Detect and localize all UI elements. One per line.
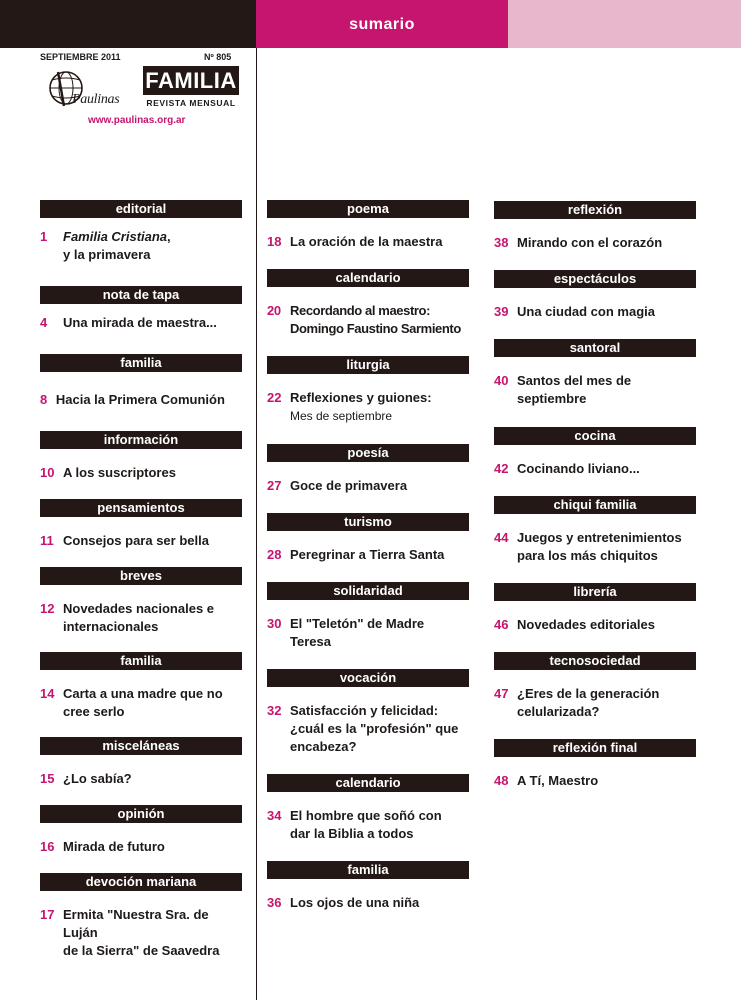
entry-title-line2: cree serlo: [63, 704, 125, 719]
category-bar: calendario: [267, 774, 469, 792]
top-bar-light: [508, 0, 741, 48]
category-bar: misceláneas: [40, 737, 242, 755]
category-bar: tecnosociedad: [494, 652, 696, 670]
section-label: sumario: [349, 16, 415, 33]
entry-title: A los suscriptores: [63, 465, 176, 480]
entry-title: Reflexiones y guiones:: [290, 390, 432, 405]
toc-section-vocacion: [267, 669, 469, 756]
toc-entry[interactable]: [267, 477, 469, 495]
entry-title-line2: ¿cuál es la "profesión" que: [290, 721, 459, 736]
page-number: 16: [40, 839, 55, 854]
page-number: 28: [267, 547, 282, 562]
category-bar: santoral: [494, 339, 696, 357]
page-number: 20: [267, 303, 281, 318]
entry-title: Juegos y entretenimientos: [517, 530, 682, 545]
entry-title-italic: Familia Cristiana: [63, 229, 168, 244]
category-bar: nota de tapa: [40, 286, 242, 304]
page-number: 4: [40, 315, 48, 330]
category-bar: calendario: [267, 269, 469, 287]
page-number: 46: [494, 617, 509, 632]
toc-entry[interactable]: [267, 302, 469, 338]
entry-title: Ermita "Nuestra Sra. de Luján: [63, 907, 209, 940]
entry-title-line2: de la Sierra" de Saavedra: [63, 943, 220, 958]
category-bar: editorial: [40, 200, 242, 218]
page-number: 1: [40, 229, 48, 244]
toc-section-calendario-2: [267, 774, 469, 843]
toc-entry[interactable]: [40, 906, 242, 960]
toc-section-turismo: [267, 513, 469, 564]
entry-title-line2: Teresa: [290, 634, 331, 649]
entry-title-line3: encabeza?: [290, 739, 357, 754]
toc-section-liturgia: [267, 356, 469, 425]
toc-entry[interactable]: [494, 234, 696, 252]
toc-entry[interactable]: [267, 615, 469, 651]
page-number: 10: [40, 465, 55, 480]
toc-entry[interactable]: [494, 685, 696, 721]
entry-title: Cocinando liviano...: [517, 461, 640, 476]
issue-number: Nº 805: [204, 52, 232, 62]
entry-title-line2: dar la Biblia a todos: [290, 826, 414, 841]
category-bar: poema: [267, 200, 469, 218]
toc-entry[interactable]: [267, 233, 469, 251]
entry-title: Los ojos de una niña: [290, 895, 420, 910]
toc-section-miscelaneas: [40, 737, 242, 788]
magazine-logo: FAMILIA: [143, 66, 239, 95]
toc-entry[interactable]: [267, 546, 469, 564]
entry-title-line2: y la primavera: [63, 247, 151, 262]
entry-title: La oración de la maestra: [290, 234, 443, 249]
page-number: 34: [267, 808, 282, 823]
toc-entry[interactable]: [494, 772, 696, 790]
toc-entry[interactable]: [40, 228, 242, 264]
toc-entry[interactable]: [267, 894, 469, 912]
page-number: 15: [40, 771, 55, 786]
category-bar: poesía: [267, 444, 469, 462]
page-number: 30: [267, 616, 282, 631]
category-bar: chiqui familia: [494, 496, 696, 514]
category-bar: reflexión: [494, 201, 696, 219]
category-bar: pensamientos: [40, 499, 242, 517]
toc-entry[interactable]: [494, 616, 696, 634]
entry-title-line2: Domingo Faustino Sarmiento: [290, 321, 461, 336]
category-bar: librería: [494, 583, 696, 601]
toc-entry[interactable]: [40, 464, 242, 482]
entry-title: ,: [167, 229, 171, 244]
entry-title: Una ciudad con magia: [517, 304, 655, 319]
toc-section-calendario: [267, 269, 469, 338]
toc-section-editorial: [40, 200, 242, 264]
page-number: 12: [40, 601, 55, 616]
toc-section-poesia: [267, 444, 469, 495]
entry-title: El "Teletón" de Madre: [290, 616, 425, 631]
entry-title: Goce de primavera: [290, 478, 408, 493]
toc-section-santoral: [494, 339, 696, 408]
category-bar: breves: [40, 567, 242, 585]
toc-section-pensamientos: [40, 499, 242, 550]
page-number: 44: [494, 530, 509, 545]
page-number: 8: [40, 392, 48, 407]
page-number: 36: [267, 895, 282, 910]
toc-entry[interactable]: [494, 529, 696, 565]
top-bar-dark: [0, 0, 256, 48]
toc-section-nota-de-tapa: [40, 286, 242, 332]
entry-title-line2: celularizada?: [517, 704, 600, 719]
category-bar: espectáculos: [494, 270, 696, 288]
toc-entry[interactable]: [40, 314, 242, 332]
toc-section-reflexion-final: [494, 739, 696, 790]
category-bar: reflexión final: [494, 739, 696, 757]
entry-title: El hombre que soñó con: [290, 808, 442, 823]
toc-entry[interactable]: [40, 770, 242, 788]
toc-section-familia-3: [267, 861, 469, 912]
toc-entry[interactable]: [40, 600, 242, 636]
page-number: 42: [494, 461, 509, 476]
page-number: 18: [267, 234, 282, 249]
toc-section-cocina: [494, 427, 696, 478]
publisher-logo-text: Paulinas: [72, 92, 120, 107]
toc-section-familia-2: [40, 652, 242, 721]
toc-section-informacion: [40, 431, 242, 482]
category-bar: familia: [267, 861, 469, 879]
issue-date: SEPTIEMBRE 2011: [40, 52, 121, 62]
toc-section-devocion-mariana: [40, 873, 242, 960]
category-bar: solidaridad: [267, 582, 469, 600]
page-number: 14: [40, 686, 55, 701]
toc-entry[interactable]: [40, 391, 242, 409]
entry-title: Una mirada de maestra...: [63, 315, 217, 330]
entry-title-line2: para los más chiquitos: [517, 548, 658, 563]
toc-entry[interactable]: [494, 460, 696, 478]
toc-entry[interactable]: [267, 389, 469, 425]
category-bar: vocación: [267, 669, 469, 687]
page-number: 22: [267, 390, 282, 405]
page-number: 11: [40, 533, 54, 548]
toc-section-solidaridad: [267, 582, 469, 651]
entry-subtitle: Mes de septiembre: [290, 409, 393, 423]
entry-title-line2: septiembre: [517, 391, 587, 406]
entry-title: Mirada de futuro: [63, 839, 165, 854]
toc-section-espectaculos: [494, 270, 696, 321]
category-bar: devoción mariana: [40, 873, 242, 891]
entry-title: ¿Lo sabía?: [63, 771, 132, 786]
category-bar: opinión: [40, 805, 242, 823]
entry-title: Mirando con el corazón: [517, 235, 663, 250]
toc-entry[interactable]: [267, 702, 469, 756]
entry-title: Consejos para ser bella: [63, 533, 209, 548]
entry-title: Recordando al maestro:: [290, 303, 431, 318]
entry-title: Peregrinar a Tierra Santa: [290, 547, 445, 562]
toc-entry[interactable]: [494, 372, 696, 408]
category-bar: información: [40, 431, 242, 449]
page-number: 17: [40, 907, 55, 922]
entry-title: Novedades editoriales: [517, 617, 655, 632]
magazine-tagline: REVISTA MENSUAL: [146, 98, 236, 108]
entry-title: Satisfacción y felicidad:: [290, 703, 439, 718]
page-number: 27: [267, 478, 282, 493]
page-number: 39: [494, 304, 509, 319]
category-bar: familia: [40, 354, 242, 372]
toc-section-breves: [40, 567, 242, 636]
page-number: 40: [494, 373, 509, 388]
toc-entry[interactable]: [267, 807, 469, 843]
entry-title: Hacia la Primera Comunión: [55, 392, 225, 407]
toc-entry[interactable]: [40, 532, 242, 550]
column-divider: [256, 48, 257, 1000]
toc-section-chiqui-familia: [494, 496, 696, 565]
toc-section-tecnosociedad: [494, 652, 696, 721]
toc-entry[interactable]: [40, 838, 242, 856]
page-number: 38: [494, 235, 509, 250]
toc-section-opinion: [40, 805, 242, 856]
entry-title: ¿Eres de la generación: [517, 686, 660, 701]
toc-entry[interactable]: [40, 685, 242, 721]
website-link[interactable]: www.paulinas.org.ar: [88, 115, 186, 126]
entry-title: A Tí, Maestro: [517, 773, 599, 788]
category-bar: cocina: [494, 427, 696, 445]
toc-section-familia: [40, 354, 242, 409]
entry-title: Santos del mes de: [517, 373, 632, 388]
category-bar: turismo: [267, 513, 469, 531]
toc-section-poema: [267, 200, 469, 251]
page-number: 32: [267, 703, 282, 718]
category-bar: familia: [40, 652, 242, 670]
entry-title: Novedades nacionales e: [63, 601, 215, 616]
entry-title: Carta a una madre que no: [63, 686, 223, 701]
page-number: 48: [494, 773, 509, 788]
entry-title-line2: internacionales: [63, 619, 159, 634]
category-bar: liturgia: [267, 356, 469, 374]
toc-section-libreria: [494, 583, 696, 634]
toc-entry[interactable]: [494, 303, 696, 321]
page-number: 47: [494, 686, 509, 701]
toc-section-reflexion: [494, 201, 696, 252]
